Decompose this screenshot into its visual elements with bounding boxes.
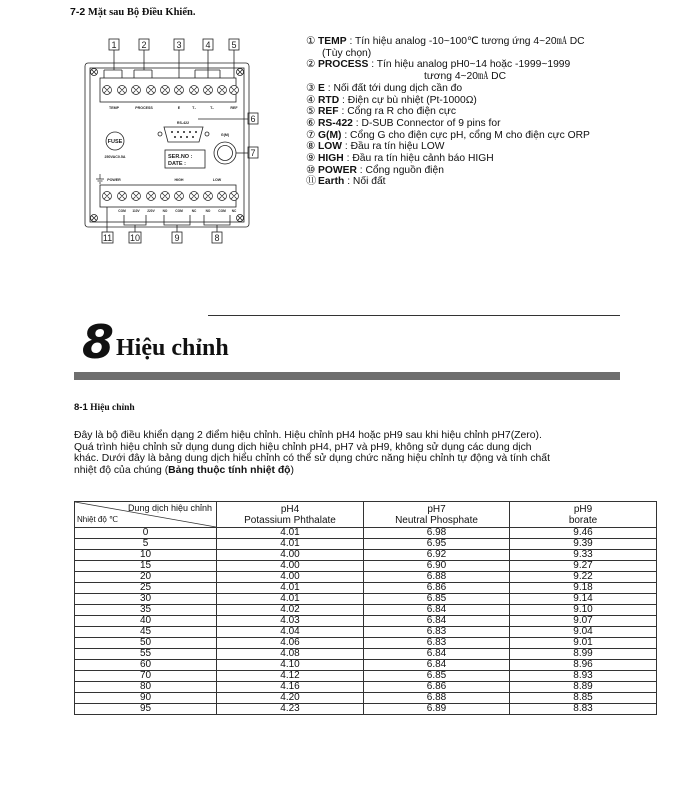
callout-3: 3 bbox=[176, 40, 182, 50]
ph-value-cell: 4.04 bbox=[217, 627, 364, 638]
legend-item-rs422: ⑥ RS-422 : D-SUB Connector of 9 pins for bbox=[306, 117, 501, 129]
ph-value-cell: 4.06 bbox=[217, 638, 364, 649]
fuse-label: FUSE bbox=[107, 139, 123, 145]
section-title: Hiệu chỉnh bbox=[90, 403, 135, 413]
legend-item-high: ⑨ HIGH : Đầu ra tín hiệu cảnh báo HIGH bbox=[306, 153, 494, 165]
ph-value-cell: 6.95 bbox=[364, 539, 510, 550]
table-row bbox=[75, 539, 657, 550]
legend-item-temp-note: (Tùy chọn) bbox=[322, 47, 372, 59]
ph-value-cell: 9.27 bbox=[510, 561, 657, 572]
legend-item-process: ② PROCESS : Tín hiệu analog pH0~14 hoặc -1999~1999 bbox=[306, 59, 571, 71]
label-high-nc: NC bbox=[191, 209, 197, 213]
ph-value-cell: 8.93 bbox=[510, 671, 657, 682]
ph-value-cell: 6.86 bbox=[364, 583, 510, 594]
ph-value-cell: 4.03 bbox=[217, 616, 364, 627]
table-row bbox=[75, 704, 657, 715]
temperature-cell: 15 bbox=[75, 561, 217, 572]
temperature-cell: 55 bbox=[75, 649, 217, 660]
column-header-ph7: pH7 Neutral Phosphate bbox=[364, 502, 510, 528]
chapter-heading bbox=[82, 315, 229, 369]
ph-value-cell: 6.85 bbox=[364, 671, 510, 682]
label-t2: T₂ bbox=[210, 106, 214, 110]
label-low-nc: NC bbox=[231, 209, 237, 213]
legend-item-earth: ⑪ Earth : Nối đất bbox=[306, 176, 386, 188]
callout-8: 8 bbox=[214, 233, 220, 243]
ph-value-cell: 8.96 bbox=[510, 660, 657, 671]
date-label: DATE : bbox=[168, 161, 186, 167]
temperature-cell: 35 bbox=[75, 605, 217, 616]
temperature-cell: 50 bbox=[75, 638, 217, 649]
callout-5: 5 bbox=[231, 40, 237, 50]
legend-item-low: ⑧ LOW : Đầu ra tín hiệu LOW bbox=[306, 141, 445, 153]
label-t1: T₁ bbox=[192, 106, 196, 110]
ph-value-cell: 4.08 bbox=[217, 649, 364, 660]
legend-item-temp: ① TEMP : Tín hiệu analog -10~100℃ tương ứng 4~20㎃ DC bbox=[306, 36, 585, 47]
table-row bbox=[75, 594, 657, 605]
label-110v: 110V bbox=[132, 209, 140, 213]
ph-value-cell: 9.01 bbox=[510, 638, 657, 649]
section-7-2-heading bbox=[70, 6, 195, 18]
ph-value-cell: 6.88 bbox=[364, 693, 510, 704]
callout-2: 2 bbox=[141, 40, 147, 50]
legend-item-rtd: ④ RTD : Điện cự bù nhiệt (Pt-1000Ω) bbox=[306, 94, 477, 106]
legend-item-process-note: tương 4~20㎃ DC bbox=[424, 71, 507, 83]
table-row bbox=[75, 693, 657, 704]
paragraph-line: nhiệt độ của chúng (Bảng thuộc tính nhiệt độ) bbox=[74, 464, 294, 476]
ph-value-cell: 8.85 bbox=[510, 693, 657, 704]
label-e: E bbox=[177, 106, 181, 110]
table-row bbox=[75, 561, 657, 572]
label-com: COM bbox=[118, 209, 126, 213]
paragraph-line: Quá trình hiệu chỉnh sử dụng dung dịch hiệu chỉnh pH4, pH7 và pH9, không sử dụng các dung dịch bbox=[74, 441, 532, 453]
corner-bottom-label: Nhiệt độ ℃ bbox=[77, 515, 119, 524]
ph-value-cell: 6.83 bbox=[364, 638, 510, 649]
ph-value-cell: 4.16 bbox=[217, 682, 364, 693]
ph-value-cell: 4.10 bbox=[217, 660, 364, 671]
corner-top-label: Dung dịch hiệu chỉnh bbox=[127, 503, 212, 513]
callout-1: 1 bbox=[111, 40, 117, 50]
table-row bbox=[75, 638, 657, 649]
ph-value-cell: 6.83 bbox=[364, 627, 510, 638]
chapter-title: Hiệu chỉnh bbox=[116, 335, 229, 361]
ph-value-cell: 8.89 bbox=[510, 682, 657, 693]
ph-value-cell: 6.86 bbox=[364, 682, 510, 693]
ph-value-cell: 4.01 bbox=[217, 583, 364, 594]
ph-value-cell: 6.92 bbox=[364, 550, 510, 561]
ph-value-cell: 9.18 bbox=[510, 583, 657, 594]
table-header-row bbox=[75, 502, 657, 528]
legend-item-ref: ⑤ REF : Cổng ra R cho điện cực bbox=[306, 106, 456, 118]
paragraph-line: Đây là bộ điều khiển dạng 2 điểm hiệu chỉnh. Hiệu chỉnh pH4 hoặc pH9 sau khi hiệu chỉnh pH7(Zero). bbox=[74, 430, 542, 441]
table-row bbox=[75, 682, 657, 693]
table-corner-cell bbox=[75, 502, 217, 528]
divider bbox=[208, 315, 620, 316]
temperature-cell: 5 bbox=[75, 539, 217, 550]
table-row bbox=[75, 572, 657, 583]
table-row bbox=[75, 583, 657, 594]
ph-value-cell: 4.01 bbox=[217, 528, 364, 539]
temperature-cell: 95 bbox=[75, 704, 217, 715]
legend-item-power: ⑩ POWER : Cổng nguồn điện bbox=[306, 164, 444, 176]
temperature-cell: 20 bbox=[75, 572, 217, 583]
temperature-cell: 70 bbox=[75, 671, 217, 682]
ph-value-cell: 4.20 bbox=[217, 693, 364, 704]
temperature-cell: 10 bbox=[75, 550, 217, 561]
temperature-cell: 40 bbox=[75, 616, 217, 627]
ph-value-cell: 6.98 bbox=[364, 528, 510, 539]
temperature-property-table bbox=[74, 501, 657, 715]
temperature-cell: 60 bbox=[75, 660, 217, 671]
ph-value-cell: 8.83 bbox=[510, 704, 657, 715]
rear-panel-diagram bbox=[82, 30, 287, 255]
ph-value-cell: 4.12 bbox=[217, 671, 364, 682]
callout-6: 6 bbox=[250, 114, 256, 124]
label-rs422: RS-422 bbox=[176, 121, 190, 125]
ph-value-cell: 6.90 bbox=[364, 561, 510, 572]
callout-4: 4 bbox=[205, 40, 211, 50]
ph-value-cell: 9.04 bbox=[510, 627, 657, 638]
legend-item-e: ③ E : Nối đất tới dung dịch cần đo bbox=[306, 82, 463, 94]
ph-value-cell: 9.10 bbox=[510, 605, 657, 616]
label-high-com: COM bbox=[175, 209, 183, 213]
ph-value-cell: 6.84 bbox=[364, 605, 510, 616]
ph-value-cell: 9.33 bbox=[510, 550, 657, 561]
table-row bbox=[75, 605, 657, 616]
callout-11: 11 bbox=[102, 233, 113, 243]
ph-value-cell: 4.00 bbox=[217, 572, 364, 583]
section-number: 8-1 bbox=[74, 402, 88, 413]
table-row bbox=[75, 660, 657, 671]
ph-value-cell: 6.84 bbox=[364, 616, 510, 627]
column-header-ph9: pH9 borate bbox=[510, 502, 657, 528]
label-gm: G(M) bbox=[220, 133, 230, 137]
ph-value-cell: 6.84 bbox=[364, 649, 510, 660]
chapter-bar bbox=[74, 372, 620, 380]
paragraph-line: khác. Dưới đây là bảng dung dịch hiểu chỉnh có thể sử dụng chức năng hiệu chỉnh tự động và tính chất bbox=[74, 453, 550, 465]
callout-9: 9 bbox=[174, 233, 180, 243]
table-row bbox=[75, 616, 657, 627]
terminal-legend bbox=[306, 36, 676, 188]
section-number: 7-2 bbox=[70, 6, 86, 18]
ph-value-cell: 4.23 bbox=[217, 704, 364, 715]
legend-item-gm: ⑦ G(M) : Cổng G cho điện cực pH, cổng M cho điện cực ORP bbox=[306, 129, 590, 141]
calibration-paragraph bbox=[74, 430, 634, 476]
temperature-cell: 45 bbox=[75, 627, 217, 638]
ph-value-cell: 4.00 bbox=[217, 550, 364, 561]
table-row bbox=[75, 649, 657, 660]
temperature-cell: 25 bbox=[75, 583, 217, 594]
ph-value-cell: 4.01 bbox=[217, 594, 364, 605]
table-row bbox=[75, 528, 657, 539]
ph-value-cell: 4.02 bbox=[217, 605, 364, 616]
section-title: Mặt sau Bộ Điều Khiển. bbox=[87, 7, 196, 18]
section-8-1-heading bbox=[74, 402, 135, 413]
temperature-cell: 80 bbox=[75, 682, 217, 693]
label-low-com: COM bbox=[218, 209, 226, 213]
temperature-cell: 0 bbox=[75, 528, 217, 539]
label-220v: 220V bbox=[147, 209, 155, 213]
label-high-no: NO bbox=[162, 209, 168, 213]
table-row bbox=[75, 671, 657, 682]
label-high: HIGH bbox=[174, 178, 184, 182]
ph-value-cell: 4.00 bbox=[217, 561, 364, 572]
table-row bbox=[75, 627, 657, 638]
label-fuse-rating: 250VAC0.5A bbox=[104, 155, 126, 159]
label-power: POWER bbox=[107, 178, 121, 182]
temperature-cell: 90 bbox=[75, 693, 217, 704]
callout-7: 7 bbox=[250, 148, 256, 158]
ph-value-cell: 4.01 bbox=[217, 539, 364, 550]
label-temp: TEMP bbox=[109, 106, 119, 110]
ph-value-cell: 8.99 bbox=[510, 649, 657, 660]
ph-value-cell: 9.39 bbox=[510, 539, 657, 550]
earth-icon bbox=[96, 174, 104, 183]
table-row bbox=[75, 550, 657, 561]
label-process: PROCESS bbox=[135, 106, 153, 110]
ph-value-cell: 9.46 bbox=[510, 528, 657, 539]
ph-value-cell: 6.89 bbox=[364, 704, 510, 715]
ph-value-cell: 6.85 bbox=[364, 594, 510, 605]
temperature-cell: 30 bbox=[75, 594, 217, 605]
serial-label: SER.NO : bbox=[168, 154, 193, 160]
label-low-no: NO bbox=[205, 209, 211, 213]
ph-value-cell: 6.84 bbox=[364, 660, 510, 671]
ph-value-cell: 9.14 bbox=[510, 594, 657, 605]
column-header-ph4: pH4 Potassium Phthalate bbox=[217, 502, 364, 528]
table-reference: Bảng thuộc tính nhiệt độ bbox=[168, 464, 291, 476]
table-body bbox=[75, 528, 657, 715]
ph-value-cell: 9.07 bbox=[510, 616, 657, 627]
ph-value-cell: 6.88 bbox=[364, 572, 510, 583]
callout-10: 10 bbox=[129, 233, 141, 243]
chapter-number: 8 bbox=[82, 315, 115, 369]
label-low: LOW bbox=[212, 178, 222, 182]
label-ref: REF bbox=[230, 106, 238, 110]
ph-value-cell: 9.22 bbox=[510, 572, 657, 583]
